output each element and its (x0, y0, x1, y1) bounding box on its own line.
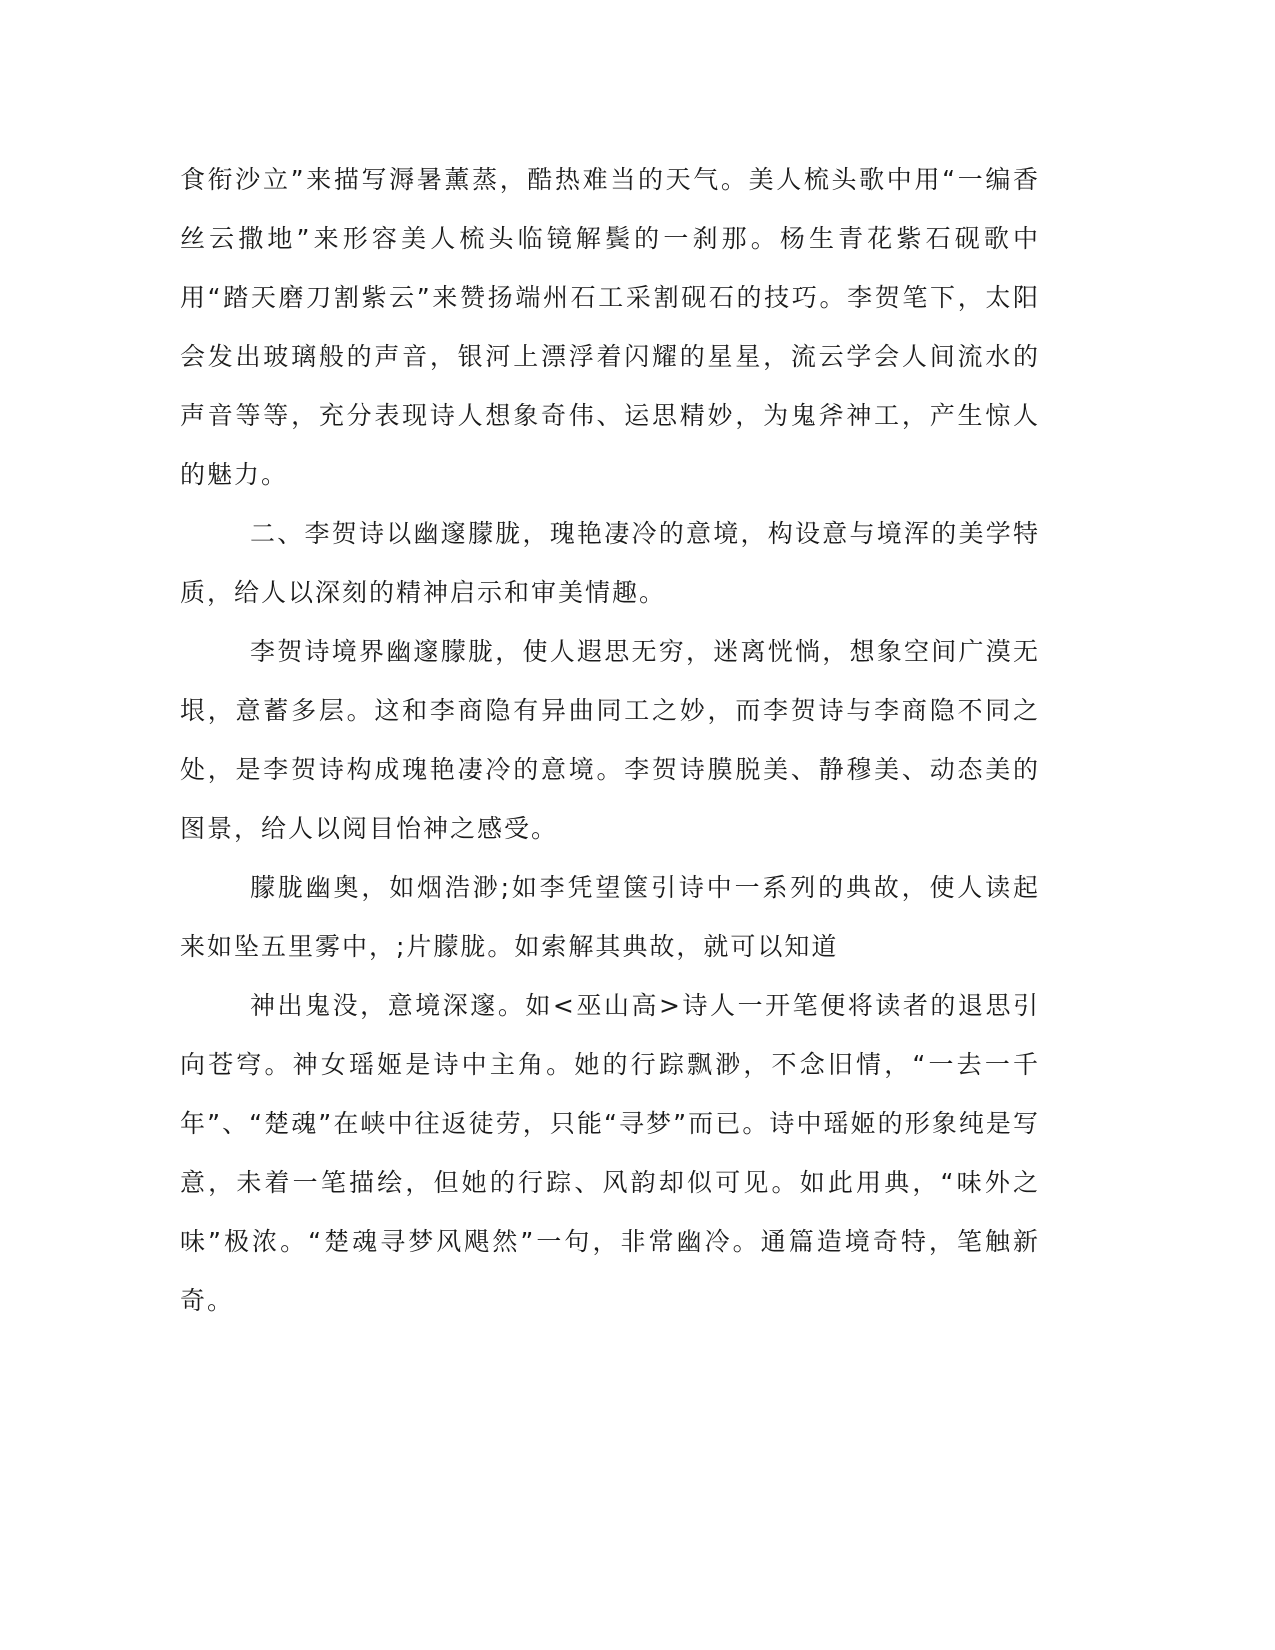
paragraph-2: 二、李贺诗以幽邃朦胧，瑰艳凄冷的意境，构设意与境浑的美学特质，给人以深刻的精神启示和审美情趣。 (180, 519, 1040, 607)
paragraph-1: 食衔沙立”来描写溽暑薰蒸，酷热难当的天气。美人梳头歌中用“一编香丝云撒地”来形容美人梳头临镜解鬓的一刹那。杨生青花紫石砚歌中用“踏天磨刀割紫云”来赞扬端州石工采割砚石的技巧。李贺笔下，太阳会发出玻璃般的声音，银河上漂浮着闪耀的星星，流云学会人间流水的声音等等，充分表现诗人想象奇伟、运思精妙，为鬼斧神工，产生惊人的魅力。 (180, 165, 1040, 489)
document-body (180, 150, 1040, 1330)
paragraph-4: 朦胧幽奥，如烟浩渺;如李凭望箧引诗中一系列的典故，使人读起来如坠五里雾中，;片朦胧。如索解其典故，就可以知道 (180, 873, 1040, 961)
paragraph-5: 神出鬼没，意境深邃。如<巫山高>诗人一开笔便将读者的退思引向苍穹。神女瑶姬是诗中主角。她的行踪飘渺，不念旧情，“一去一千年”、“楚魂”在峡中往返徒劳，只能“寻梦”而已。诗中瑶姬的形象纯是写意，未着一笔描绘，但她的行踪、风韵却似可见。如此用典，“味外之味”极浓。“楚魂寻梦风飓然”一句，非常幽冷。通篇造境奇特，笔触新奇。 (180, 991, 1040, 1315)
paragraph-3: 李贺诗境界幽邃朦胧，使人遐思无穷，迷离恍惝，想象空间广漠无垠，意蓄多层。这和李商隐有异曲同工之妙，而李贺诗与李商隐不同之处，是李贺诗构成瑰艳凄冷的意境。李贺诗膜脱美、静穆美、动态美的图景，给人以阅目怡神之感受。 (180, 637, 1040, 843)
